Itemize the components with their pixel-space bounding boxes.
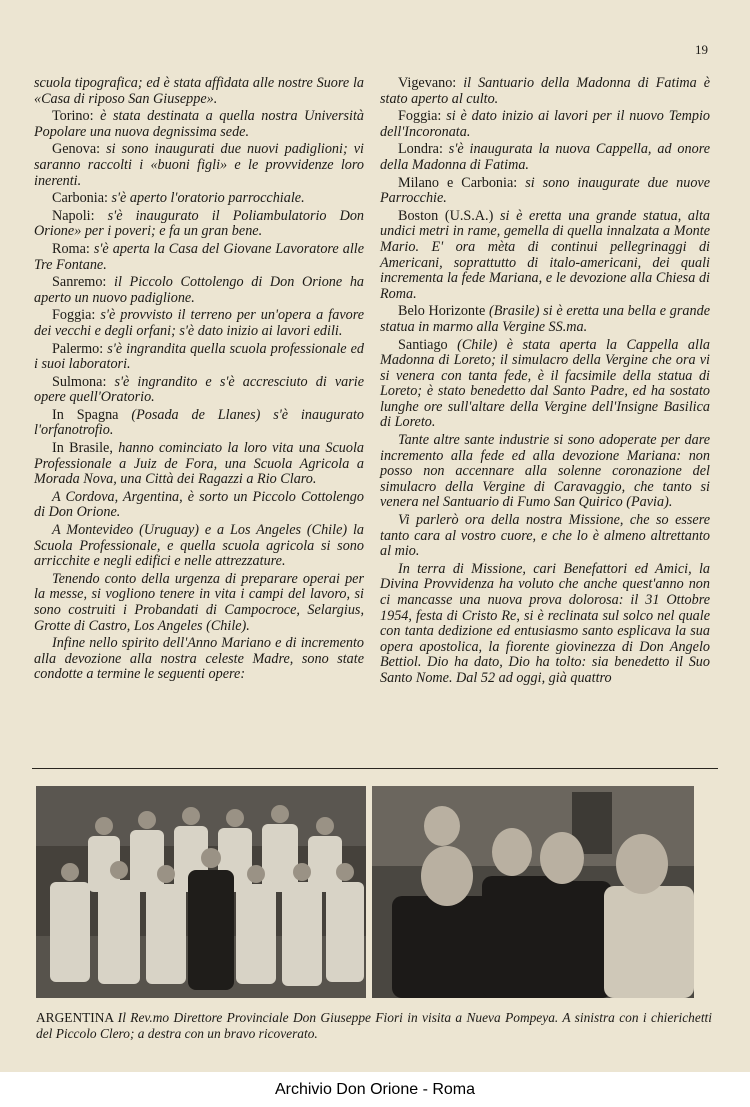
paragraph <box>380 338 710 432</box>
paragraph <box>34 636 364 683</box>
paragraph-lead: Boston (U.S.A.) <box>398 207 494 224</box>
paragraph-body: hanno cominciato la loro vita una Scuola Professionale a Juiz de Fora, una Scuola Agricola a Morada Nova, una Città dei Ragazzi a Rio Claro. <box>34 440 365 488</box>
paragraph-body: A Cordova, Argentina, è sorto un Piccolo Cottolengo di Don Orione. <box>34 488 364 521</box>
paragraph <box>34 490 364 521</box>
paragraph-body: è stata destinata a quella nostra Università Popolare una nuova degnissima sede. <box>34 108 365 140</box>
paragraph-lead: Sanremo: <box>52 274 107 291</box>
paragraph <box>34 275 364 306</box>
paragraph-body: Tante altre sante industrie si sono adoperate per dare incremento alla fede ed alla devozione Mariana: non posso non accennare alla solenne coronazione del simulacro della Vergine di Caravaggio, che tanto si venera nel Santuario di Fumo San Quirico (Pavia). <box>380 432 710 511</box>
paragraph-lead: Belo Horizonte <box>398 303 486 320</box>
paragraph-body: s'è ingrandita quella scuola professionale ed i suoi laboratori. <box>34 340 364 373</box>
paragraph <box>380 562 710 687</box>
paragraph-body: si è dato inizio ai lavori per il nuovo Tempio dell'Incoronata. <box>380 108 711 140</box>
paragraph <box>34 523 364 570</box>
paragraph-lead: Torino: <box>52 108 94 125</box>
paragraph <box>380 176 710 207</box>
photo-clergy-group-image <box>36 786 366 998</box>
paragraph-body: scuola tipografica; ed è stata affidata alle nostre Suore la «Casa di riposo San Giuseppe». <box>34 75 364 107</box>
paragraph-lead: Vigevano: <box>398 75 457 91</box>
paragraph <box>34 242 364 273</box>
paragraph <box>34 209 364 240</box>
paragraph-body: In terra di Missione, cari Benefattori ed Amici, la Divina Provvidenza ha voluto che anche quest'anno non ci mancasse una nuova prova dolorosa: il 31 Ottobre 1954, festa di Cristo Re, si è reclinata sul solco nel quale con tanta dedizione ed entusiasmo santo esplicava la sua opera apostolica, la fiorente giovinezza di Don Angelo Bettiol. Dio ha dato, Dio ha tolto: sia benedetto il Suo Santo Nome. Dal 52 ad oggi, già quattro <box>380 560 710 686</box>
paragraph-body: Vi parlerò ora della nostra Missione, che so essere tanto cara al vostro cuore, e che lo è almeno altrettanto al mio. <box>380 512 710 560</box>
right-column <box>380 76 710 689</box>
paragraph <box>34 308 364 339</box>
paragraph-body: (Chile) è stata aperta la Cappella alla Madonna di Loreto; il simulacro della Vergine che ora vi si venera con tanta fede, è il facsimile della statua di Loreto; è stato benedetto dal Santo Padre, ed ha sostato lunghe ore sull'altare della Vergine dell'Insigne Basilica di Loreto. <box>380 336 711 431</box>
caption-lead: ARGENTINA <box>36 1010 114 1025</box>
paragraph <box>380 304 710 335</box>
paragraph-body: A Montevideo (Uruguay) e a Los Angeles (Chile) la Scuola Professionale, e quella scuola agricola si sono arricchite e negli edifici e nelle attrezzature. <box>34 522 364 570</box>
left-column <box>34 76 364 685</box>
paragraph-body: il Piccolo Cottolengo di Don Orione ha aperto un nuovo padiglione. <box>34 274 365 306</box>
paragraph <box>380 209 710 303</box>
paragraph-body: s'è provvisto il terreno per un'opera a favore dei vecchi e degli orfani; s'è dato inizio ai lavori edili. <box>34 307 365 339</box>
paragraph <box>34 572 364 634</box>
paragraph-body: (Posada de Llanes) s'è inaugurato l'orfanotrofio. <box>34 406 364 439</box>
paragraph <box>380 109 710 140</box>
paragraph-body: s'è inaugurata la nuova Cappella, ad onore della Madonna di Fatima. <box>380 141 710 173</box>
paragraph-lead: Milano e Carbonia: <box>398 174 518 191</box>
paragraph <box>34 408 364 439</box>
paragraph-body: si è eretta una grande statua, alta undici metri in rame, gemella di quella innalzata a Monte Mario. E' ora mèta di continui pellegrinaggi di Americani, soprattutto di italo-americani, dei quali incrementa la fede Mariana, e le devozione alla Chiesa di Roma. <box>380 207 711 302</box>
paragraph-lead: In Brasile, <box>52 440 113 457</box>
paragraph-lead: Palermo: <box>52 340 104 357</box>
paragraph-body: il Santuario della Madonna di Fatima è stato aperto al culto. <box>380 75 711 107</box>
paragraph <box>34 109 364 140</box>
paragraph-body: si sono inaugurati due nuovi padiglioni; vi saranno raccolti i «buoni figli» e le provvidenze loro inerenti. <box>34 141 364 189</box>
paragraph-body: s'è inaugurato il Poliambulatorio Don Orione» per i poveri; e fa un gran bene. <box>34 207 365 240</box>
paragraph <box>34 142 364 189</box>
paragraph-body: Infine nello spirito dell'Anno Mariano e di incremento alla devozione alla nostra celeste Madre, sono state condotte a termine le seguenti opere: <box>34 635 364 683</box>
section-divider <box>32 768 718 769</box>
paragraph-lead: In Spagna <box>52 406 119 423</box>
paragraph-lead: Santiago <box>398 336 448 353</box>
paragraph <box>380 76 710 107</box>
photo-caption <box>36 1010 712 1041</box>
photo-visit-ricoverato <box>372 786 694 998</box>
paragraph <box>34 191 364 207</box>
caption-body: Il Rev.mo Direttore Provinciale Don Giuseppe Fiori in visita a Nueva Pompeya. A sinistra con i chierichetti del Piccolo Clero; a destra con un bravo ricoverato. <box>36 1010 712 1041</box>
paragraph-body: si sono inaugurate due nuove Parrocchie. <box>380 174 711 207</box>
paragraph-body: s'è aperto l'oratorio parrocchiale. <box>111 190 305 207</box>
paragraph-lead: Carbonia: <box>52 190 108 207</box>
paragraph-lead: Napoli: <box>52 207 95 224</box>
paragraph-lead: Sulmona: <box>52 373 107 390</box>
paragraph <box>380 433 710 511</box>
paragraph-body: (Brasile) si è eretta una bella e grande statua in marmo alla Vergine SS.ma. <box>380 303 711 335</box>
paragraph-body: s'è aperta la Casa del Giovane Lavoratore alle Tre Fontane. <box>34 240 365 273</box>
paragraph-body: Tenendo conto della urgenza di preparare operai per la messe, si vogliono tenere in vita i campi del lavoro, si sono costruiti i Probandati di Campocroce, Selargius, Grotte di Castro, Los Angeles (Chile). <box>34 570 364 634</box>
paragraph <box>34 375 364 406</box>
page-number: 19 <box>695 42 708 57</box>
photo-clergy-group <box>36 786 366 998</box>
paragraph <box>380 513 710 560</box>
photo-visit-ricoverato-image <box>372 786 694 998</box>
paragraph-lead: Foggia: <box>52 307 96 324</box>
paragraph-lead: Roma: <box>52 240 90 257</box>
paragraph-lead: Foggia: <box>398 108 442 125</box>
paragraph-lead: Genova: <box>52 141 101 158</box>
paragraph <box>34 342 364 373</box>
paragraph-body: s'è ingrandito e s'è accresciuto di varie opere quell'Oratorio. <box>34 373 364 406</box>
paragraph <box>34 76 364 107</box>
paragraph <box>34 441 364 488</box>
archive-footer: Archivio Don Orione - Roma <box>0 1072 750 1107</box>
paragraph <box>380 142 710 173</box>
paragraph-lead: Londra: <box>398 141 443 158</box>
